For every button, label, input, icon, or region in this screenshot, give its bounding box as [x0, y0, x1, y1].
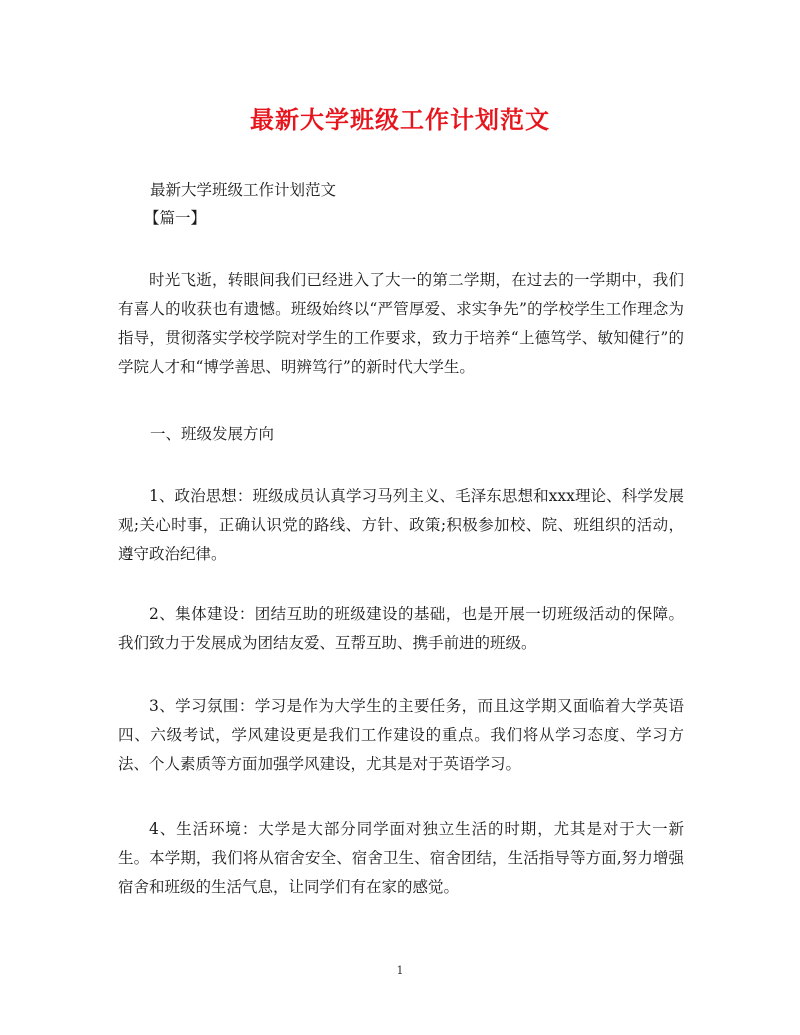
intro-paragraph: 时光飞逝，转眼间我们已经进入了大一的第二学期，在过去的一学期中，我们有喜人的收获也有遗憾。班级始终以“严管厚爱、求实争先”的学校学生工作理念为指导，贯彻落实学校学院对学生的工作要求，致力于培养“上德笃学、敏知健行”的学院人才和“博学善思、明辨笃行”的新时代大学生。	[118, 271, 684, 376]
document-subtitle: 最新大学班级工作计划范文	[150, 181, 337, 199]
paragraph-living: 4、生活环境：大学是大部分同学面对独立生活的时期，尤其是对于大一新生。本学期，我们将从宿舍安全、宿舍卫生、宿舍团结，生活指导等方面,努力增强宿舍和班级的生活气息，让同学们有在家的感觉。	[118, 820, 684, 896]
section-heading: 一、班级发展方向	[150, 425, 275, 443]
paragraph-collective: 2、集体建设：团结互助的班级建设的基础，也是开展一切班级活动的保障。我们致力于发展成为团结友爱、互帮互助、携手前进的班级。	[118, 605, 684, 652]
section-tag: 【篇一】	[144, 209, 207, 227]
paragraph-political: 1、政治思想：班级成员认真学习马列主义、毛泽东思想和xxx理论、科学发展观;关心时事，正确认识党的路线、方针、政策;积极参加校、院、班组织的活动，遵守政治纪律。	[118, 487, 684, 563]
document-title: 最新大学班级工作计划范文	[250, 105, 550, 134]
paragraph-study: 3、学习氛围：学习是作为大学生的主要任务，而且这学期又面临着大学英语四、六级考试，学风建设更是我们工作建设的重点。我们将从学习态度、学习方法、个人素质等方面加强学风建设，尤其是对于英语学习。	[118, 697, 684, 773]
page-number: 1	[396, 964, 404, 977]
